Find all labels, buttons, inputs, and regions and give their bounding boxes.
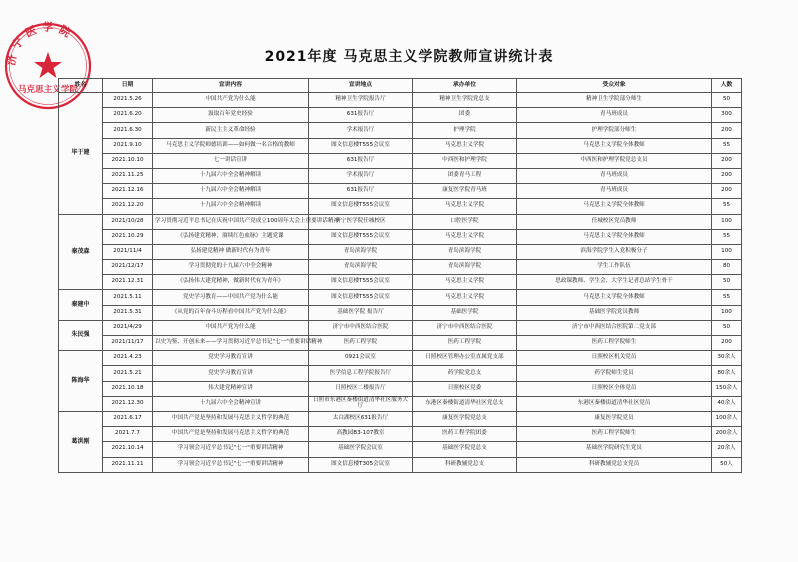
location-cell: 济宁医学院任城校区 (309, 214, 413, 229)
organizer-cell: 日照校区管理办公室直属党支部 (413, 351, 517, 366)
count-cell: 100 (712, 305, 742, 320)
location-cell: 青岛滨海学院 (309, 244, 413, 259)
audience-cell: 马克思主义学院全体教师 (517, 138, 712, 153)
location-cell: 医学信息工程学院报告厅 (309, 366, 413, 381)
count-cell: 50人 (712, 457, 742, 472)
date-cell: 2021.12.20 (103, 199, 153, 214)
count-cell: 200 (712, 184, 742, 199)
content-cell: 十九届六中全会精神解读 (153, 168, 309, 183)
content-cell: 弘扬建党精神 做新时代有为青年 (153, 244, 309, 259)
date-cell: 2021.5.26 (103, 93, 153, 108)
content-cell: 汲取百年党史经验 (153, 108, 309, 123)
date-cell: 2021.5.31 (103, 305, 153, 320)
count-cell: 300 (712, 108, 742, 123)
date-cell: 2021/11/17 (103, 336, 153, 351)
content-cell: 中国共产党为什么能 (153, 93, 309, 108)
table-row (59, 290, 742, 305)
date-cell: 2021.5.21 (103, 366, 153, 381)
date-cell: 2021.12.31 (103, 275, 153, 290)
date-cell: 2021.11.25 (103, 168, 153, 183)
content-cell: 学习领会习近平总书记"七一"重要讲话精神 (153, 457, 309, 472)
organizer-cell: 团委青马工程 (413, 168, 517, 183)
content-cell: 党史学习教育宣讲 (153, 366, 309, 381)
content-cell: 马克思主义学院师德培训——如何做一名合格的教师 (153, 138, 309, 153)
count-cell: 50 (712, 320, 742, 335)
organizer-cell: 中西医和护理学院 (413, 153, 517, 168)
audience-cell: 任城校区党员教师 (517, 214, 712, 229)
organizer-cell: 医药工程学院 (413, 336, 517, 351)
audience-cell: 精神卫生学院部分师生 (517, 93, 712, 108)
date-cell: 2021.10.29 (103, 229, 153, 244)
organizer-cell: 康复医学院党总支 (413, 411, 517, 426)
content-cell: 学习贯彻党的十九届六中全会精神 (153, 260, 309, 275)
table-row (59, 336, 742, 351)
count-cell: 55 (712, 290, 742, 305)
location-cell: 0921会议室 (309, 351, 413, 366)
audience-cell: 日照校区机关党员 (517, 351, 712, 366)
content-cell: 学习贯彻习近平总书记在庆祝中国共产党成立100周年大会上重要讲话精神 (153, 214, 309, 229)
location-cell: 图文信息楼T305会议室 (309, 457, 413, 472)
date-cell: 2021.10.14 (103, 442, 153, 457)
location-cell: 图文信息楼T555会议室 (309, 138, 413, 153)
lecturer-name-cell: 毕于建 (59, 93, 103, 215)
table-row (59, 229, 742, 244)
audience-cell: 中西医和护理学院党总支员 (517, 153, 712, 168)
count-cell: 80 (712, 260, 742, 275)
table-row (59, 366, 742, 381)
table-row (59, 108, 742, 123)
audience-cell: 马克思主义学院全体教师 (517, 199, 712, 214)
audience-cell: 马克思主义学院全体教师 (517, 290, 712, 305)
organizer-cell: 团委 (413, 108, 517, 123)
organizer-cell: 药学院党总支 (413, 366, 517, 381)
location-cell: 基础医学院 报告厅 (309, 305, 413, 320)
content-cell: 新民主主义革命经验 (153, 123, 309, 138)
table-body (59, 93, 742, 473)
content-cell: 《弘扬伟大建党精神，做新时代有为青年》 (153, 275, 309, 290)
audience-cell: 思政课教师、学生会、大学生记者总站学生骨干 (517, 275, 712, 290)
lecturer-name-cell: 秦建中 (59, 290, 103, 320)
header-name: 姓名 (59, 79, 103, 93)
audience-cell: 济宁市中西医结合医院第二党支部 (517, 320, 712, 335)
table-row (59, 442, 742, 457)
count-cell: 100 (712, 214, 742, 229)
organizer-cell: 马克思主义学院 (413, 229, 517, 244)
location-cell: 631报告厅 (309, 184, 413, 199)
seal-bottom-text: 马克思主义学院 (17, 85, 79, 95)
count-cell: 100余人 (712, 411, 742, 426)
organizer-cell: 马克思主义学院 (413, 275, 517, 290)
content-cell: 《从党的百年奋斗历程看中国共产党为什么能》 (153, 305, 309, 320)
date-cell: 2021/12/17 (103, 260, 153, 275)
organizer-cell: 基础医学院党总支 (413, 442, 517, 457)
table-row (59, 411, 742, 426)
audience-cell: 基础医学院研究生党员 (517, 442, 712, 457)
count-cell: 30余人 (712, 351, 742, 366)
organizer-cell: 基础医学院 (413, 305, 517, 320)
date-cell: 2021.12.16 (103, 184, 153, 199)
audience-cell: 青马班成员 (517, 184, 712, 199)
location-cell: 日照市东港区秦楼街道清华社区服务大厅 (309, 396, 413, 411)
table-row (59, 260, 742, 275)
table-row (59, 275, 742, 290)
date-cell: 2021/4/29 (103, 320, 153, 335)
table-row (59, 381, 742, 396)
table-row (59, 138, 742, 153)
lecturer-name-cell: 秦茂森 (59, 214, 103, 290)
audience-cell: 医药工程学院师生 (517, 427, 712, 442)
table-row (59, 214, 742, 229)
audience-cell: 青马班成员 (517, 108, 712, 123)
location-cell: 631报告厅 (309, 108, 413, 123)
content-cell: 以史为鉴、开创未来——学习贯彻习近平总书记"七一"重要讲话精神 (153, 336, 309, 351)
location-cell: 图文信息楼T555会议室 (309, 229, 413, 244)
organizer-cell: 济宁市中西医结合医院 (413, 320, 517, 335)
date-cell: 2021.10.10 (103, 153, 153, 168)
count-cell: 50 (712, 275, 742, 290)
date-cell: 2021.12.30 (103, 396, 153, 411)
date-cell: 2021.7.7 (103, 427, 153, 442)
audience-cell: 药学院师生党员 (517, 366, 712, 381)
table-row (59, 184, 742, 199)
date-cell: 2021.6.17 (103, 411, 153, 426)
lecturer-name-cell: 陈海华 (59, 351, 103, 412)
date-cell: 2021.4.23 (103, 351, 153, 366)
table-row (59, 244, 742, 259)
audience-cell: 青马班成员 (517, 168, 712, 183)
seal-top-text: 济宁医学院 (4, 20, 78, 67)
content-cell: 中国共产党是坚持和发展马克思主义哲学的典范 (153, 427, 309, 442)
location-cell: 日照校区二楼报告厅 (309, 381, 413, 396)
date-cell: 2021/10/28 (103, 214, 153, 229)
table-row (59, 199, 742, 214)
audience-cell: 滨海学院学生入党积极分子 (517, 244, 712, 259)
organizer-cell: 精神卫生学院党总支 (413, 93, 517, 108)
date-cell: 2021.5.11 (103, 290, 153, 305)
content-cell: 党史学习教育——中国共产党为什么能 (153, 290, 309, 305)
location-cell: 医药工程学院 (309, 336, 413, 351)
count-cell: 200 (712, 168, 742, 183)
count-cell: 150余人 (712, 381, 742, 396)
date-cell: 2021.10.18 (103, 381, 153, 396)
organizer-cell: 东港区秦楼街道清华社区党总支 (413, 396, 517, 411)
audience-cell: 日照校区全体党员 (517, 381, 712, 396)
content-cell: 中国共产党为什么能 (153, 320, 309, 335)
organizer-cell: 护理学院 (413, 123, 517, 138)
count-cell: 200 (712, 153, 742, 168)
content-cell: 伟大建党精神宣讲 (153, 381, 309, 396)
content-cell: 十九届六中全会精神宣讲 (153, 396, 309, 411)
location-cell: 精神卫生学院报告厅 (309, 93, 413, 108)
location-cell: 图文信息楼T555会议室 (309, 199, 413, 214)
header-organizer: 承办单位 (413, 79, 517, 93)
audience-cell: 科研教辅党总支党员 (517, 457, 712, 472)
count-cell: 40余人 (712, 396, 742, 411)
content-cell: 学习领会习近平总书记"七一"重要讲话精神 (153, 442, 309, 457)
organizer-cell: 康复医学院青马班 (413, 184, 517, 199)
table-row (59, 123, 742, 138)
table-row (59, 457, 742, 472)
content-cell: 党史学习教育宣讲 (153, 351, 309, 366)
organizer-cell: 马克思主义学院 (413, 199, 517, 214)
lecturer-name-cell: 朱民强 (59, 320, 103, 350)
audience-cell: 康复医学院党员 (517, 411, 712, 426)
location-cell: 学术报告厅 (309, 168, 413, 183)
count-cell: 55 (712, 229, 742, 244)
audience-cell: 东港区秦楼街道清华社区党员 (517, 396, 712, 411)
location-cell: 图文信息楼T555会议室 (309, 290, 413, 305)
audience-cell: 马克思主义学院全体教师 (517, 229, 712, 244)
count-cell: 80余人 (712, 366, 742, 381)
table-row (59, 168, 742, 183)
organizer-cell: 马克思主义学院 (413, 138, 517, 153)
organizer-cell: 马克思主义学院 (413, 290, 517, 305)
table-row (59, 396, 742, 411)
date-cell: 2021/11/4 (103, 244, 153, 259)
location-cell: 学术报告厅 (309, 123, 413, 138)
header-location: 宣讲地点 (309, 79, 413, 93)
count-cell: 200 (712, 123, 742, 138)
lecturer-name-cell: 葛洪刚 (59, 411, 103, 472)
audience-cell: 学生工作队伍 (517, 260, 712, 275)
organizer-cell: 口腔医学院 (413, 214, 517, 229)
table-row (59, 305, 742, 320)
location-cell: 青岛滨海学院 (309, 260, 413, 275)
organizer-cell: 科研教辅党总支 (413, 457, 517, 472)
organizer-cell: 青岛滨海学院 (413, 260, 517, 275)
content-cell: 中国共产党是坚持和发展马克思主义哲学的典范 (153, 411, 309, 426)
count-cell: 100 (712, 244, 742, 259)
audience-cell: 护理学院部分师生 (517, 123, 712, 138)
content-cell: 《弘扬建党精神，赓续红色血脉》主题党课 (153, 229, 309, 244)
location-cell: 济宁市中西医结合医院 (309, 320, 413, 335)
table-row (59, 93, 742, 108)
audience-cell: 基础医学院党员教师 (517, 305, 712, 320)
table-row (59, 153, 742, 168)
header-count: 人数 (712, 79, 742, 93)
header-audience: 受众对象 (517, 79, 712, 93)
date-cell: 2021.11.11 (103, 457, 153, 472)
location-cell: 高教园B3-107教室 (309, 427, 413, 442)
table-row (59, 427, 742, 442)
content-cell: 十九届六中全会精神解读 (153, 184, 309, 199)
count-cell: 55 (712, 199, 742, 214)
location-cell: 太白湖校区631报告厅 (309, 411, 413, 426)
count-cell: 200 (712, 336, 742, 351)
date-cell: 2021.6.20 (103, 108, 153, 123)
location-cell: 631报告厅 (309, 153, 413, 168)
content-cell: 七一讲话宣讲 (153, 153, 309, 168)
seal-star-icon (34, 52, 62, 78)
count-cell: 200余人 (712, 427, 742, 442)
organizer-cell: 青岛滨海学院 (413, 244, 517, 259)
date-cell: 2021.9.10 (103, 138, 153, 153)
audience-cell: 医药工程学院师生 (517, 336, 712, 351)
header-date: 日期 (103, 79, 153, 93)
organizer-cell: 医药工程学院团委 (413, 427, 517, 442)
location-cell: 图文信息楼T555会议室 (309, 275, 413, 290)
table-header-row (59, 79, 742, 93)
count-cell: 55 (712, 138, 742, 153)
table-row (59, 320, 742, 335)
organizer-cell: 日照校区党委 (413, 381, 517, 396)
count-cell: 50 (712, 93, 742, 108)
date-cell: 2021.6.30 (103, 123, 153, 138)
lecture-statistics-table (58, 78, 742, 473)
table-row (59, 351, 742, 366)
content-cell: 十九届六中全会精神解读 (153, 199, 309, 214)
location-cell: 基础医学院会议室 (309, 442, 413, 457)
count-cell: 20余人 (712, 442, 742, 457)
page-title: 2021年度 马克思主义学院教师宣讲统计表 (264, 49, 554, 65)
header-content: 宣讲内容 (153, 79, 309, 93)
